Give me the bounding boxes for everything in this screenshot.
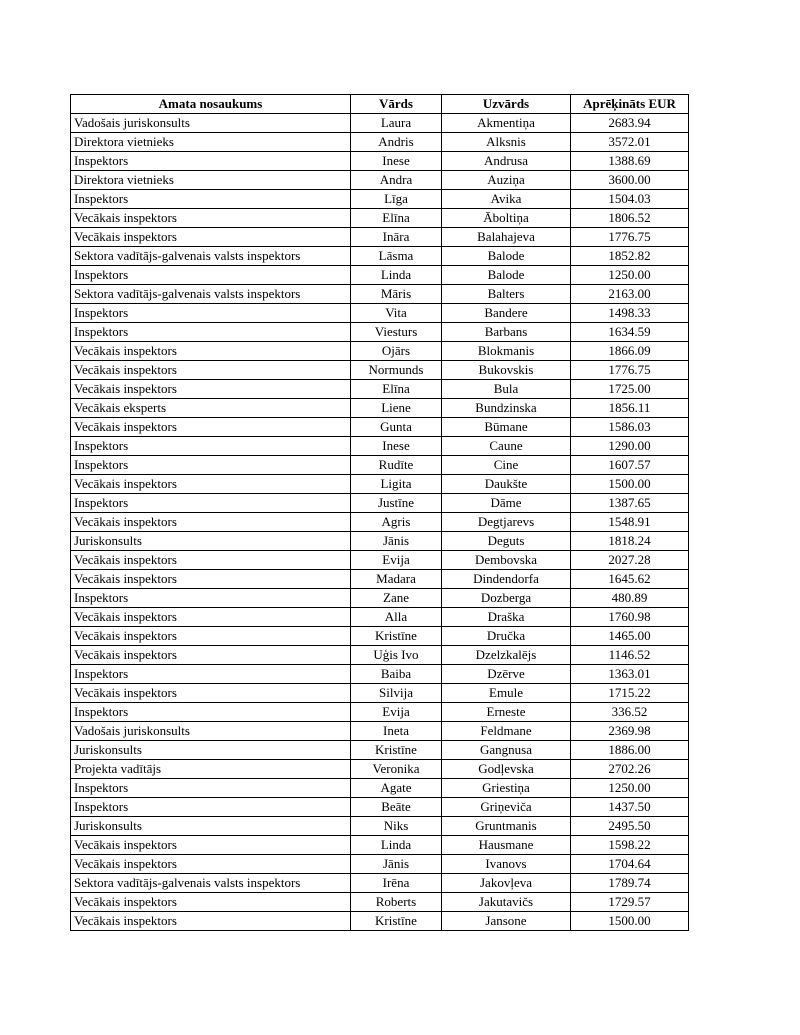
table-row xyxy=(71,190,689,209)
table-row xyxy=(71,399,689,418)
table-row xyxy=(71,133,689,152)
cell-last-name: Ivanovs xyxy=(442,855,571,874)
cell-first-name: Viesturs xyxy=(351,323,442,342)
header-last-name: Uzvārds xyxy=(442,95,571,114)
table-row xyxy=(71,760,689,779)
cell-position: Juriskonsults xyxy=(71,741,351,760)
cell-last-name: Jansone xyxy=(442,912,571,931)
cell-amount: 1607.57 xyxy=(571,456,689,475)
cell-position: Vecākais inspektors xyxy=(71,342,351,361)
cell-position: Vecākais inspektors xyxy=(71,513,351,532)
cell-position: Inspektors xyxy=(71,190,351,209)
cell-first-name: Agate xyxy=(351,779,442,798)
cell-first-name: Niks xyxy=(351,817,442,836)
cell-amount: 1776.75 xyxy=(571,228,689,247)
cell-position: Vadošais juriskonsults xyxy=(71,722,351,741)
table-row xyxy=(71,570,689,589)
cell-last-name: Balode xyxy=(442,266,571,285)
cell-last-name: Emule xyxy=(442,684,571,703)
cell-first-name: Irēna xyxy=(351,874,442,893)
table-row xyxy=(71,228,689,247)
cell-last-name: Dindendorfa xyxy=(442,570,571,589)
cell-first-name: Ligita xyxy=(351,475,442,494)
table-row xyxy=(71,855,689,874)
cell-last-name: Balode xyxy=(442,247,571,266)
cell-position: Juriskonsults xyxy=(71,532,351,551)
cell-first-name: Roberts xyxy=(351,893,442,912)
cell-position: Direktora vietnieks xyxy=(71,133,351,152)
cell-amount: 2369.98 xyxy=(571,722,689,741)
table-row xyxy=(71,380,689,399)
cell-first-name: Kristīne xyxy=(351,741,442,760)
header-first-name: Vārds xyxy=(351,95,442,114)
cell-last-name: Feldmane xyxy=(442,722,571,741)
cell-amount: 1250.00 xyxy=(571,266,689,285)
cell-last-name: Jakovļeva xyxy=(442,874,571,893)
cell-amount: 1856.11 xyxy=(571,399,689,418)
cell-amount: 1498.33 xyxy=(571,304,689,323)
cell-position: Vecākais inspektors xyxy=(71,209,351,228)
cell-last-name: Dāme xyxy=(442,494,571,513)
table-row xyxy=(71,361,689,380)
cell-position: Inspektors xyxy=(71,456,351,475)
cell-amount: 1500.00 xyxy=(571,475,689,494)
table-row xyxy=(71,665,689,684)
table-row xyxy=(71,836,689,855)
cell-amount: 1586.03 xyxy=(571,418,689,437)
cell-last-name: Caune xyxy=(442,437,571,456)
cell-first-name: Kristīne xyxy=(351,627,442,646)
cell-amount: 1715.22 xyxy=(571,684,689,703)
cell-amount: 1146.52 xyxy=(571,646,689,665)
table-row xyxy=(71,437,689,456)
cell-last-name: Būmane xyxy=(442,418,571,437)
table-header-row xyxy=(71,95,689,114)
cell-amount: 2702.26 xyxy=(571,760,689,779)
table-row xyxy=(71,266,689,285)
cell-last-name: Dozberga xyxy=(442,589,571,608)
table-row xyxy=(71,323,689,342)
cell-last-name: Alksnis xyxy=(442,133,571,152)
cell-position: Inspektors xyxy=(71,304,351,323)
cell-position: Inspektors xyxy=(71,665,351,684)
cell-first-name: Evija xyxy=(351,551,442,570)
cell-last-name: Barbans xyxy=(442,323,571,342)
cell-last-name: Balters xyxy=(442,285,571,304)
cell-position: Vecākais inspektors xyxy=(71,608,351,627)
cell-last-name: Avika xyxy=(442,190,571,209)
cell-first-name: Baiba xyxy=(351,665,442,684)
table-row xyxy=(71,247,689,266)
table-row xyxy=(71,285,689,304)
cell-position: Vecākais inspektors xyxy=(71,912,351,931)
cell-amount: 1465.00 xyxy=(571,627,689,646)
cell-first-name: Madara xyxy=(351,570,442,589)
cell-amount: 1852.82 xyxy=(571,247,689,266)
cell-amount: 2163.00 xyxy=(571,285,689,304)
cell-position: Vecākais inspektors xyxy=(71,570,351,589)
cell-first-name: Inese xyxy=(351,437,442,456)
cell-position: Sektora vadītājs-galvenais valsts inspektors xyxy=(71,874,351,893)
cell-last-name: Bundzinska xyxy=(442,399,571,418)
cell-position: Vecākais inspektors xyxy=(71,646,351,665)
cell-amount: 1886.00 xyxy=(571,741,689,760)
cell-first-name: Silvija xyxy=(351,684,442,703)
cell-first-name: Māris xyxy=(351,285,442,304)
cell-first-name: Līga xyxy=(351,190,442,209)
cell-last-name: Draška xyxy=(442,608,571,627)
cell-amount: 1548.91 xyxy=(571,513,689,532)
table-row xyxy=(71,551,689,570)
cell-first-name: Laura xyxy=(351,114,442,133)
cell-amount: 3600.00 xyxy=(571,171,689,190)
cell-first-name: Ojārs xyxy=(351,342,442,361)
cell-position: Inspektors xyxy=(71,323,351,342)
cell-amount: 1866.09 xyxy=(571,342,689,361)
cell-last-name: Āboltiņa xyxy=(442,209,571,228)
table-row xyxy=(71,589,689,608)
table-row xyxy=(71,494,689,513)
table-row xyxy=(71,817,689,836)
cell-first-name: Justīne xyxy=(351,494,442,513)
cell-last-name: Andrusa xyxy=(442,152,571,171)
cell-position: Vecākais inspektors xyxy=(71,836,351,855)
cell-amount: 1789.74 xyxy=(571,874,689,893)
cell-first-name: Jānis xyxy=(351,855,442,874)
table-row xyxy=(71,608,689,627)
cell-last-name: Hausmane xyxy=(442,836,571,855)
cell-first-name: Elīna xyxy=(351,380,442,399)
cell-last-name: Blokmanis xyxy=(442,342,571,361)
table-row xyxy=(71,171,689,190)
cell-amount: 1729.57 xyxy=(571,893,689,912)
cell-amount: 1725.00 xyxy=(571,380,689,399)
table-row xyxy=(71,703,689,722)
cell-last-name: Griņeviča xyxy=(442,798,571,817)
table-row xyxy=(71,893,689,912)
cell-first-name: Agris xyxy=(351,513,442,532)
cell-last-name: Bandere xyxy=(442,304,571,323)
cell-position: Inspektors xyxy=(71,589,351,608)
cell-position: Inspektors xyxy=(71,779,351,798)
table-row xyxy=(71,342,689,361)
cell-position: Inspektors xyxy=(71,798,351,817)
cell-last-name: Jakutavičs xyxy=(442,893,571,912)
cell-first-name: Alla xyxy=(351,608,442,627)
cell-position: Vadošais juriskonsults xyxy=(71,114,351,133)
cell-last-name: Degtjarevs xyxy=(442,513,571,532)
header-amount-eur: Aprēķināts EUR xyxy=(571,95,689,114)
cell-first-name: Ināra xyxy=(351,228,442,247)
cell-last-name: Bula xyxy=(442,380,571,399)
cell-first-name: Veronika xyxy=(351,760,442,779)
table-row xyxy=(71,722,689,741)
cell-amount: 1818.24 xyxy=(571,532,689,551)
cell-position: Vecākais inspektors xyxy=(71,361,351,380)
table-row xyxy=(71,304,689,323)
cell-last-name: Gangnusa xyxy=(442,741,571,760)
table-row xyxy=(71,912,689,931)
cell-position: Inspektors xyxy=(71,703,351,722)
table-row xyxy=(71,684,689,703)
cell-first-name: Liene xyxy=(351,399,442,418)
cell-amount: 1388.69 xyxy=(571,152,689,171)
cell-amount: 1634.59 xyxy=(571,323,689,342)
cell-first-name: Rudīte xyxy=(351,456,442,475)
cell-amount: 1760.98 xyxy=(571,608,689,627)
cell-last-name: Dzērve xyxy=(442,665,571,684)
header-position: Amata nosaukums xyxy=(71,95,351,114)
cell-last-name: Bukovskis xyxy=(442,361,571,380)
table-row xyxy=(71,627,689,646)
cell-amount: 1776.75 xyxy=(571,361,689,380)
salary-table xyxy=(70,94,689,931)
cell-last-name: Erneste xyxy=(442,703,571,722)
cell-first-name: Ineta xyxy=(351,722,442,741)
table-row xyxy=(71,114,689,133)
cell-position: Projekta vadītājs xyxy=(71,760,351,779)
cell-last-name: Griestiņa xyxy=(442,779,571,798)
cell-amount: 1704.64 xyxy=(571,855,689,874)
table-row xyxy=(71,513,689,532)
cell-position: Sektora vadītājs-galvenais valsts inspektors xyxy=(71,285,351,304)
cell-first-name: Linda xyxy=(351,836,442,855)
cell-first-name: Normunds xyxy=(351,361,442,380)
cell-last-name: Balahajeva xyxy=(442,228,571,247)
table-row xyxy=(71,646,689,665)
cell-position: Vecākais inspektors xyxy=(71,684,351,703)
cell-first-name: Jānis xyxy=(351,532,442,551)
cell-position: Vecākais inspektors xyxy=(71,551,351,570)
cell-position: Vecākais inspektors xyxy=(71,475,351,494)
cell-amount: 1363.01 xyxy=(571,665,689,684)
table-row xyxy=(71,741,689,760)
cell-position: Vecākais eksperts xyxy=(71,399,351,418)
cell-amount: 1290.00 xyxy=(571,437,689,456)
cell-amount: 1645.62 xyxy=(571,570,689,589)
cell-first-name: Andra xyxy=(351,171,442,190)
cell-position: Juriskonsults xyxy=(71,817,351,836)
cell-first-name: Beāte xyxy=(351,798,442,817)
cell-first-name: Elīna xyxy=(351,209,442,228)
cell-last-name: Godļevska xyxy=(442,760,571,779)
cell-last-name: Dzelzkalējs xyxy=(442,646,571,665)
cell-position: Sektora vadītājs-galvenais valsts inspektors xyxy=(71,247,351,266)
cell-first-name: Inese xyxy=(351,152,442,171)
cell-amount: 2683.94 xyxy=(571,114,689,133)
cell-amount: 2027.28 xyxy=(571,551,689,570)
cell-amount: 336.52 xyxy=(571,703,689,722)
cell-position: Vecākais inspektors xyxy=(71,893,351,912)
table-row xyxy=(71,874,689,893)
cell-position: Inspektors xyxy=(71,266,351,285)
cell-first-name: Evija xyxy=(351,703,442,722)
table-row xyxy=(71,532,689,551)
cell-last-name: Dručka xyxy=(442,627,571,646)
table-row xyxy=(71,475,689,494)
cell-amount: 1250.00 xyxy=(571,779,689,798)
cell-amount: 1500.00 xyxy=(571,912,689,931)
cell-last-name: Deguts xyxy=(442,532,571,551)
cell-position: Vecākais inspektors xyxy=(71,855,351,874)
table-row xyxy=(71,456,689,475)
cell-amount: 1437.50 xyxy=(571,798,689,817)
cell-last-name: Akmentiņa xyxy=(442,114,571,133)
cell-last-name: Dembovska xyxy=(442,551,571,570)
table-row xyxy=(71,418,689,437)
cell-first-name: Zane xyxy=(351,589,442,608)
cell-last-name: Daukšte xyxy=(442,475,571,494)
cell-position: Direktora vietnieks xyxy=(71,171,351,190)
cell-position: Inspektors xyxy=(71,152,351,171)
cell-amount: 2495.50 xyxy=(571,817,689,836)
cell-position: Vecākais inspektors xyxy=(71,228,351,247)
cell-position: Inspektors xyxy=(71,494,351,513)
cell-position: Vecākais inspektors xyxy=(71,418,351,437)
cell-first-name: Andris xyxy=(351,133,442,152)
cell-last-name: Cine xyxy=(442,456,571,475)
cell-amount: 3572.01 xyxy=(571,133,689,152)
cell-position: Vecākais inspektors xyxy=(71,380,351,399)
cell-first-name: Vita xyxy=(351,304,442,323)
cell-first-name: Linda xyxy=(351,266,442,285)
cell-first-name: Kristīne xyxy=(351,912,442,931)
table-row xyxy=(71,209,689,228)
cell-amount: 1504.03 xyxy=(571,190,689,209)
cell-first-name: Gunta xyxy=(351,418,442,437)
cell-amount: 1806.52 xyxy=(571,209,689,228)
table-row xyxy=(71,152,689,171)
cell-amount: 1387.65 xyxy=(571,494,689,513)
table-body xyxy=(71,114,689,931)
cell-first-name: Lāsma xyxy=(351,247,442,266)
table-row xyxy=(71,798,689,817)
cell-position: Vecākais inspektors xyxy=(71,627,351,646)
cell-amount: 480.89 xyxy=(571,589,689,608)
table-row xyxy=(71,779,689,798)
cell-last-name: Gruntmanis xyxy=(442,817,571,836)
cell-first-name: Uģis Ivo xyxy=(351,646,442,665)
cell-amount: 1598.22 xyxy=(571,836,689,855)
cell-last-name: Auziņa xyxy=(442,171,571,190)
cell-position: Inspektors xyxy=(71,437,351,456)
